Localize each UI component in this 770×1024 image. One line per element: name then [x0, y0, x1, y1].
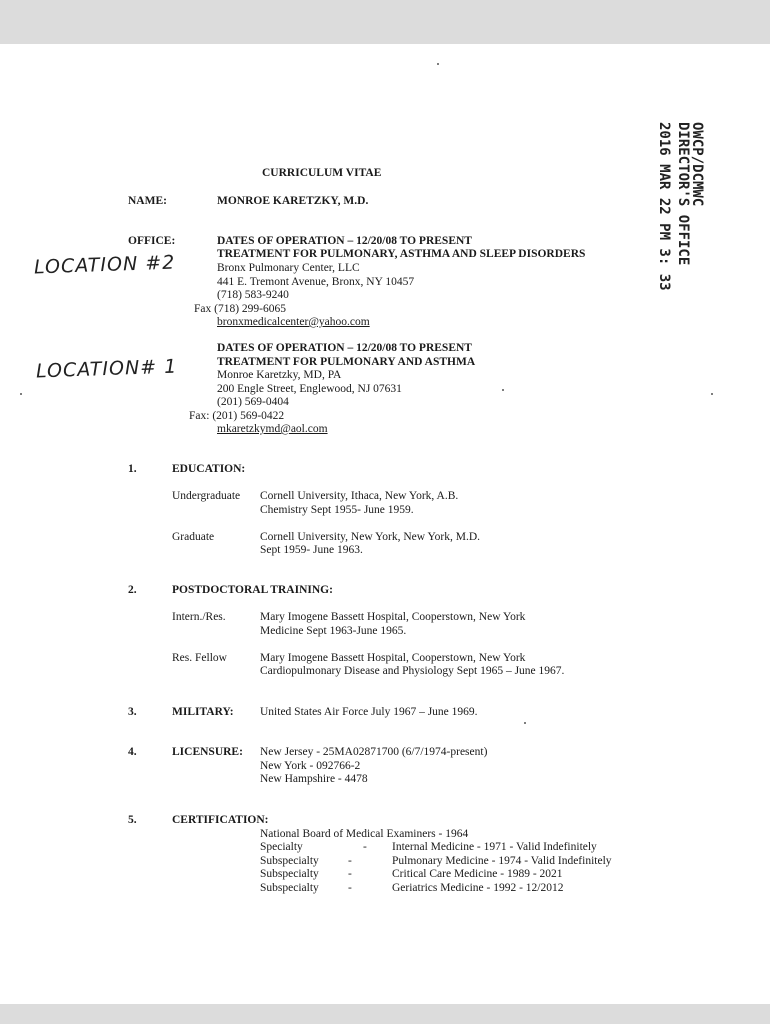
name-value: MONROE KARETZKY, M.D. [217, 195, 369, 207]
licensure-line3: New Hampshire - 4478 [260, 773, 368, 785]
loc1-name: Monroe Karetzky, MD, PA [217, 369, 342, 381]
name-label: NAME: [128, 195, 167, 207]
intern-line2: Medicine Sept 1963-June 1965. [260, 625, 407, 637]
grad-line2: Sept 1959- June 1963. [260, 544, 363, 556]
loc2-name: Bronx Pulmonary Center, LLC [217, 262, 360, 274]
cert-type: Subspecialty [260, 868, 319, 880]
section-number: 1. [128, 463, 137, 475]
cert-type: Specialty [260, 841, 303, 853]
received-stamp [655, 122, 705, 291]
military-heading: MILITARY: [172, 706, 234, 718]
licensure-heading: LICENSURE: [172, 746, 243, 758]
loc1-address: 200 Engle Street, Englewood, NJ 07631 [217, 383, 402, 395]
loc1-treatment: TREATMENT FOR PULMONARY AND ASTHMA [217, 356, 476, 368]
loc2-dates: DATES OF OPERATION – 12/20/08 TO PRESENT [217, 235, 472, 247]
stamp-line1: OWCP/DCMWC [689, 122, 705, 207]
cert-detail: Critical Care Medicine - 1989 - 2021 [392, 868, 563, 880]
cert-type: Subspecialty [260, 882, 319, 894]
cert-detail: Geriatrics Medicine - 1992 - 12/2012 [392, 882, 564, 894]
scan-speck [524, 722, 526, 724]
loc2-phone: (718) 583-9240 [217, 289, 289, 301]
section-number: 4. [128, 746, 137, 758]
stamp-line2: DIRECTOR'S OFFICE [675, 122, 691, 266]
certification-board: National Board of Medical Examiners - 1964 [260, 828, 469, 840]
postdoc-heading: POSTDOCTORAL TRAINING: [172, 584, 333, 596]
handwritten-location-1: LOCATION# 1 [35, 355, 178, 383]
loc1-phone: (201) 569-0404 [217, 396, 289, 408]
cert-detail: Internal Medicine - 1971 - Valid Indefinitely [392, 841, 597, 853]
loc2-fax: Fax (718) 299-6065 [194, 303, 286, 315]
scan-speck [20, 393, 22, 395]
cert-detail: Pulmonary Medicine - 1974 - Valid Indefinitely [392, 855, 612, 867]
loc1-email[interactable]: mkaretzkymd@aol.com [217, 423, 328, 435]
certification-heading: CERTIFICATION: [172, 814, 269, 826]
fellow-line2: Cardiopulmonary Disease and Physiology Sept 1965 – June 1967. [260, 665, 565, 677]
cert-dash: - [348, 868, 352, 880]
scan-top-band [0, 0, 770, 44]
section-number: 3. [128, 706, 137, 718]
licensure-line1: New Jersey - 25MA02871700 (6/7/1974-present) [260, 746, 488, 758]
education-heading: EDUCATION: [172, 463, 246, 475]
stamp-line3: 2016 MAR 22 PM 3: 33 [656, 122, 672, 291]
grad-line1: Cornell University, New York, New York, M.D. [260, 531, 480, 543]
scan-speck [502, 389, 504, 391]
loc2-treatment: TREATMENT FOR PULMONARY, ASTHMA AND SLEEP DISORDERS [217, 248, 586, 260]
section-number: 5. [128, 814, 137, 826]
licensure-line2: New York - 092766-2 [260, 760, 361, 772]
section-number: 2. [128, 584, 137, 596]
loc1-fax: Fax: (201) 569-0422 [189, 410, 285, 422]
intern-line1: Mary Imogene Bassett Hospital, Cooperstown, New York [260, 611, 526, 623]
loc1-dates: DATES OF OPERATION – 12/20/08 TO PRESENT [217, 342, 472, 354]
cert-dash: - [363, 841, 367, 853]
intern-label: Intern./Res. [172, 611, 226, 623]
document-title: CURRICULUM VITAE [262, 167, 382, 179]
fellow-label: Res. Fellow [172, 652, 227, 664]
cert-dash: - [348, 882, 352, 894]
loc2-address: 441 E. Tremont Avenue, Bronx, NY 10457 [217, 276, 415, 288]
scan-speck [711, 393, 713, 395]
military-value: United States Air Force July 1967 – June 1969. [260, 706, 478, 718]
scan-speck [437, 63, 439, 65]
fellow-line1: Mary Imogene Bassett Hospital, Cooperstown, New York [260, 652, 526, 664]
office-label: OFFICE: [128, 235, 176, 247]
handwritten-location-2: LOCATION #2 [33, 251, 176, 279]
undergrad-line1: Cornell University, Ithaca, New York, A.B. [260, 490, 459, 502]
cert-type: Subspecialty [260, 855, 319, 867]
grad-label: Graduate [172, 531, 215, 543]
undergrad-label: Undergraduate [172, 490, 241, 502]
undergrad-line2: Chemistry Sept 1955- June 1959. [260, 504, 414, 516]
loc2-email[interactable]: bronxmedicalcenter@yahoo.com [217, 316, 370, 328]
cert-dash: - [348, 855, 352, 867]
scan-bottom-band [0, 1004, 770, 1024]
